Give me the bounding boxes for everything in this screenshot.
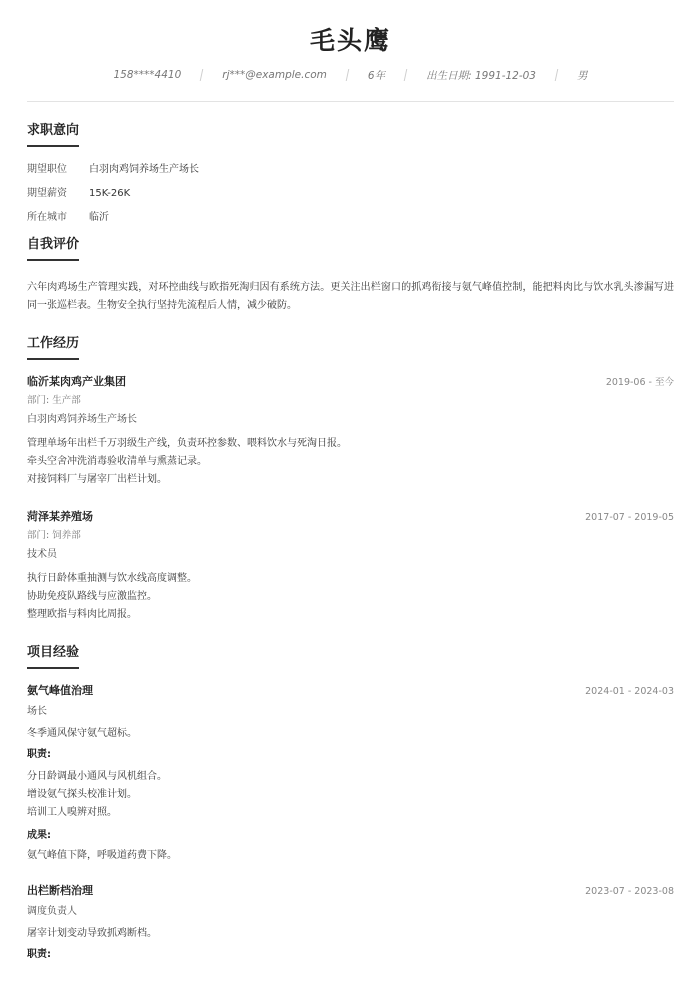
divider: [346, 69, 350, 81]
divider: [555, 69, 559, 81]
section-work: [27, 335, 674, 624]
duty-label: 职责:: [27, 749, 51, 760]
section-title: 工作经历: [27, 336, 80, 351]
company-name: 菏泽某养殖场: [27, 510, 93, 523]
title-underline: [27, 667, 79, 669]
intention-row: [27, 188, 674, 200]
duty-line: 增设氨气探头校准计划。: [27, 789, 137, 800]
section-title: 求职意向: [27, 123, 80, 138]
date-range: 2023-07 - 2023-08: [585, 886, 674, 897]
candidate-name: 毛头鹰: [309, 26, 391, 55]
title-underline: [27, 259, 79, 261]
phone: 158****4410: [113, 69, 182, 81]
description-line: 协助免疫队路线与应激监控。: [27, 591, 157, 602]
section-title: 自我评价: [27, 237, 80, 252]
description-line: 执行日龄体重抽测与饮水线高度调整。: [27, 573, 197, 584]
divider: [404, 69, 408, 81]
title-underline: [27, 145, 79, 147]
duty-line: 培训工人嗅辨对照。: [27, 807, 117, 818]
section-evaluation: [27, 236, 674, 315]
date-range: 2017-07 - 2019-05: [585, 512, 674, 523]
entry-header: [27, 374, 674, 391]
duty-line: 分日龄调最小通风与风机组合。: [27, 771, 167, 782]
section-title: 项目经验: [27, 645, 80, 660]
intention-value: 白羽肉鸡饲养场生产场长: [89, 164, 199, 175]
duty-label: 职责:: [27, 949, 51, 960]
experience-years: 6年: [367, 69, 386, 82]
project-name: 出栏断档治理: [27, 884, 93, 897]
project-role: 场长: [27, 706, 47, 717]
job-title: 白羽肉鸡饲养场生产场长: [27, 414, 137, 425]
header-divider: [27, 101, 674, 102]
date-range: 2019-06 - 至今: [605, 377, 674, 388]
section-intention: [27, 122, 674, 224]
section-projects: [27, 644, 674, 962]
project-description: 屠宰计划变动导致抓鸡断档。: [27, 928, 157, 939]
intention-label: 期望职位: [27, 164, 67, 175]
duty-list: [27, 768, 674, 822]
work-entry: [27, 374, 674, 489]
project-name: 氨气峰值治理: [27, 684, 93, 697]
divider: [200, 69, 204, 81]
work-description: [27, 435, 674, 489]
department: 部门: 饲养部: [27, 530, 81, 541]
intention-row: [27, 212, 674, 224]
entry-header: [27, 509, 674, 526]
job-title: 技术员: [27, 549, 57, 560]
project-entry: [27, 883, 674, 962]
result-label: 成果:: [27, 830, 51, 841]
birth-date: 出生日期: 1991-12-03: [426, 69, 536, 82]
evaluation-text: 六年肉鸡场生产管理实践，对环控曲线与欧指死淘归因有系统方法。更关注出栏窗口的抓鸡衔接与氨气峰值控制，能把料肉比与饮水乳头渗漏写进同一张巡栏表。生物安全执行坚持先流程后人情，减少破防。: [27, 282, 674, 311]
gender: 男: [577, 69, 588, 82]
email: rj***@example.com: [222, 69, 327, 81]
intention-row: [27, 164, 674, 176]
intention-label: 所在城市: [27, 212, 67, 223]
intention-value: 临沂: [89, 212, 109, 223]
work-description: [27, 570, 674, 624]
description-line: 对接饲料厂与屠宰厂出栏计划。: [27, 474, 167, 485]
department: 部门: 生产部: [27, 395, 81, 406]
project-description: 冬季通风保守氨气超标。: [27, 728, 137, 739]
description-line: 牵头空舍冲洗消毒验收清单与熏蒸记录。: [27, 456, 207, 467]
project-role: 调度负责人: [27, 906, 77, 917]
company-name: 临沂某肉鸡产业集团: [27, 375, 126, 388]
description-line: 整理欧指与料肉比周报。: [27, 609, 137, 620]
intention-label: 期望薪资: [27, 188, 67, 199]
entry-header: [27, 683, 674, 700]
contact-bar: [27, 66, 674, 84]
work-entry: [27, 509, 674, 624]
intention-value: 15K-26K: [89, 188, 131, 199]
title-underline: [27, 358, 79, 360]
date-range: 2024-01 - 2024-03: [585, 686, 674, 697]
entry-header: [27, 883, 674, 900]
intention-list: [27, 164, 674, 224]
project-result: 氨气峰值下降，呼吸道药费下降。: [27, 850, 177, 861]
description-line: 管理单场年出栏千万羽级生产线，负责环控参数、喂料饮水与死淘日报。: [27, 438, 347, 449]
project-entry: [27, 683, 674, 863]
